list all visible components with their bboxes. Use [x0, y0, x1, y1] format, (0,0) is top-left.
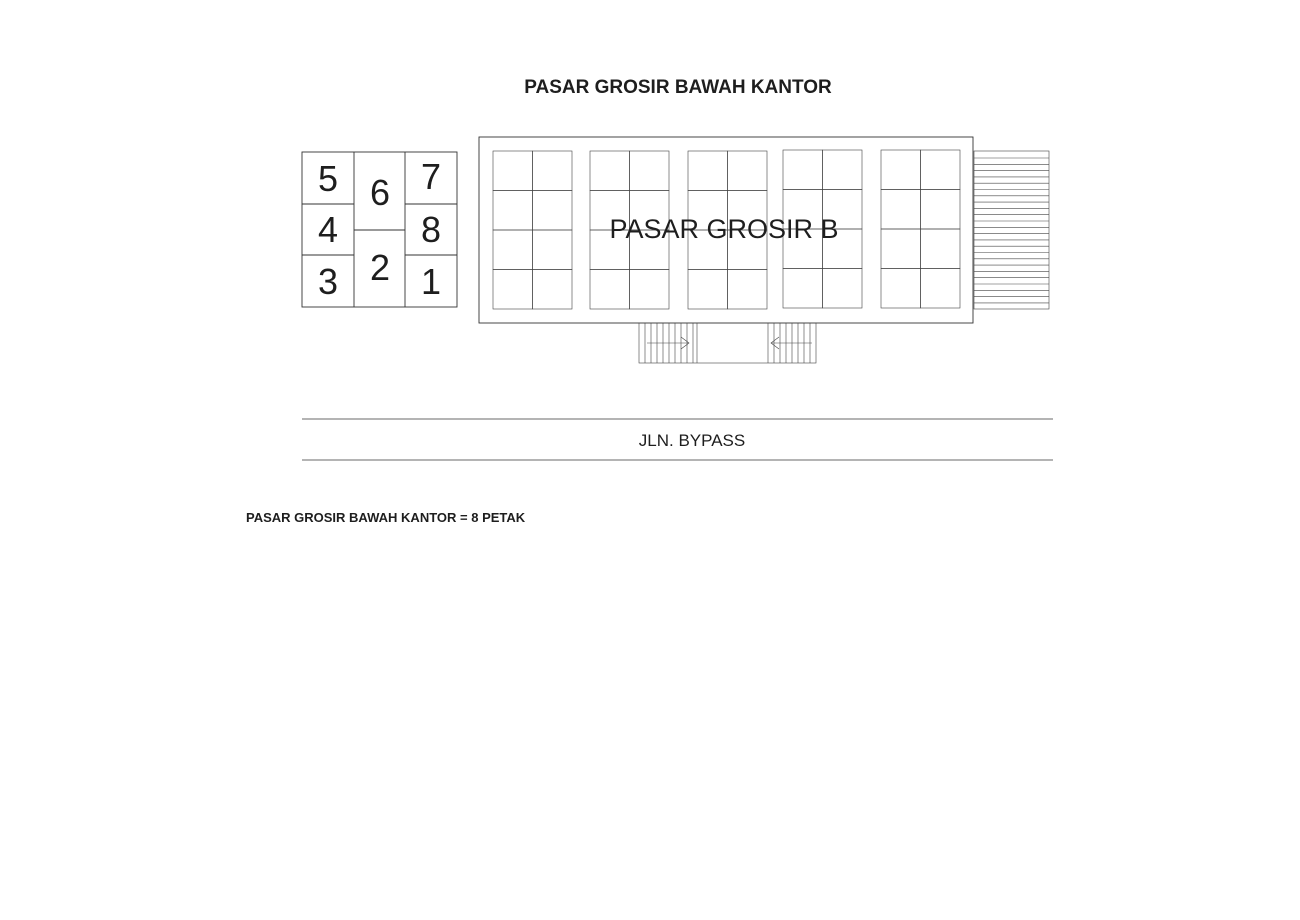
kiosk-cell [783, 269, 823, 309]
stall-number-2: 2 [369, 247, 391, 288]
kiosk-cell [493, 191, 533, 231]
entrance-stairs [639, 323, 816, 363]
stall-number-5: 5 [317, 158, 339, 199]
kiosk-cell [533, 151, 573, 191]
kiosk-cell [493, 270, 533, 310]
kiosk-cell [630, 270, 670, 310]
kiosk-cell [688, 270, 728, 310]
stall-number-3: 3 [317, 261, 339, 302]
stall-number-7: 7 [420, 156, 442, 197]
side-stairs-outline [974, 151, 1049, 309]
arrow-left-icon [771, 337, 812, 349]
kiosk-cell [921, 190, 961, 230]
summary-note: PASAR GROSIR BAWAH KANTOR = 8 PETAK [246, 510, 526, 525]
kiosk-cell [688, 151, 728, 191]
kiosk-cell [881, 269, 921, 309]
kiosk-cell [881, 150, 921, 190]
kiosk-cell [728, 270, 768, 310]
kiosk-cell [728, 151, 768, 191]
kiosk-cell [921, 269, 961, 309]
arrow-right-icon [647, 337, 689, 349]
market-building [479, 137, 973, 323]
market-label: PASAR GROSIR B [609, 214, 839, 244]
road-label: JLN. BYPASS [638, 431, 746, 450]
kiosk-cell [921, 229, 961, 269]
stall-number-4: 4 [317, 209, 339, 250]
kiosk-cell [590, 151, 630, 191]
kiosk-cell [823, 269, 863, 309]
kiosk-cell [493, 230, 533, 270]
kiosk-cell [783, 150, 823, 190]
kiosk-cell [533, 230, 573, 270]
kiosk-cell [881, 190, 921, 230]
kiosk-cell [881, 229, 921, 269]
side-stairs [974, 151, 1049, 309]
kiosk-cell [493, 151, 533, 191]
road [302, 419, 1053, 460]
kiosk-cell [921, 150, 961, 190]
page-title: PASAR GROSIR BAWAH KANTOR [524, 77, 832, 98]
stall-number-6: 6 [369, 172, 391, 213]
kiosk-cell [630, 151, 670, 191]
kiosk-cell [823, 150, 863, 190]
stall-number-8: 8 [420, 209, 442, 250]
kiosk-cell [533, 270, 573, 310]
side-stair-treads [974, 158, 1049, 303]
stall-block [302, 152, 457, 307]
stall-number-1: 1 [420, 261, 442, 302]
kiosk-cell [590, 270, 630, 310]
kiosk-cell [533, 191, 573, 231]
